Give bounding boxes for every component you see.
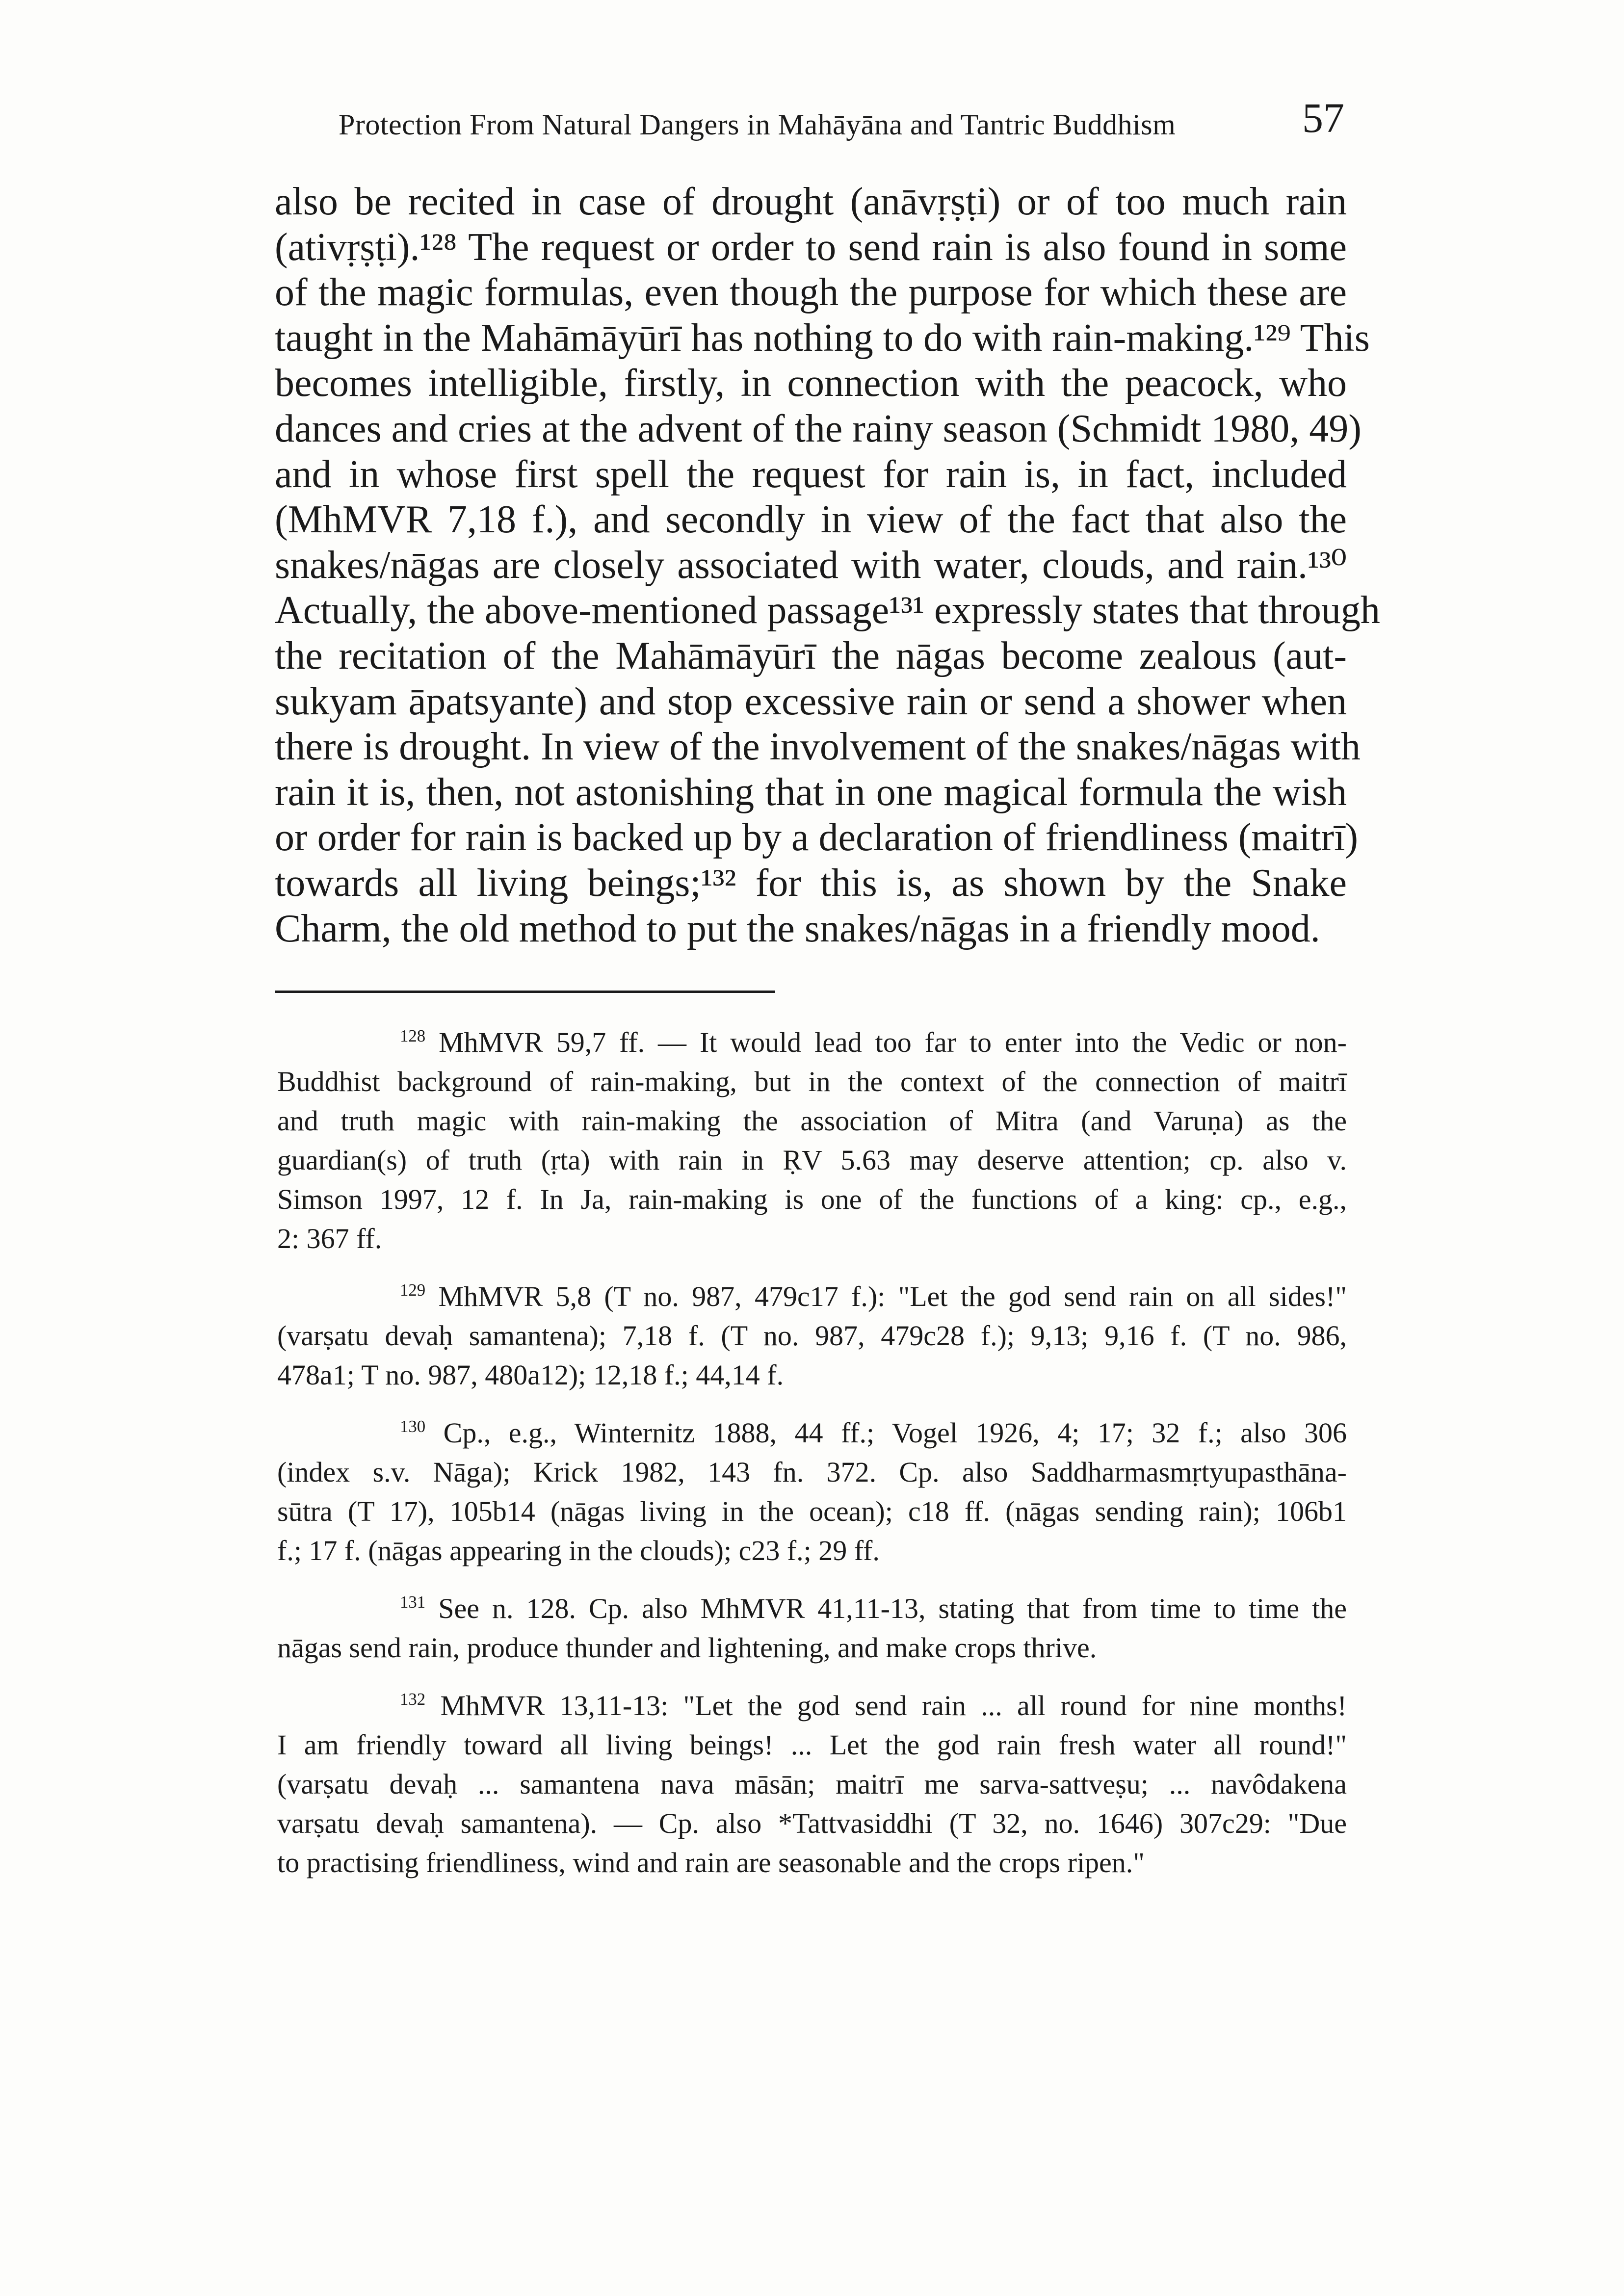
footnote-number: 132 — [400, 1690, 426, 1709]
footnote-line: varṣatu devaḥ samantena). — Cp. also *Tattvasiddhi (T 32, no. 1646) 307c29: "Due — [277, 1807, 1347, 1839]
footnote-line: (varṣatu devaḥ samantena); 7,18 f. (T no. 987, 479c28 f.); 9,13; 9,16 f. (T no. 986, — [277, 1320, 1347, 1352]
footnote-line: 478a1; T no. 987, 480a12); 12,18 f.; 44,14 f. — [277, 1359, 784, 1391]
page-header — [339, 93, 1344, 147]
footnote-line: 2: 367 ff. — [277, 1223, 382, 1254]
text-line: sukyam āpatsyante) and stop excessive rain or send a shower when — [275, 679, 1347, 723]
footnote-line: guardian(s) of truth (ṛta) with rain in ṚV 5.63 may deserve attention; cp. also v. — [277, 1144, 1347, 1176]
footnote-line: nāgas send rain, produce thunder and lightening, and make crops thrive. — [277, 1632, 1097, 1664]
footnote-number: 129 — [400, 1280, 426, 1300]
footnote-number: 128 — [400, 1026, 426, 1046]
text-line: dances and cries at the advent of the rainy season (Schmidt 1980, 49) — [275, 407, 1362, 450]
footnote-line — [277, 1589, 1347, 1628]
text-line: (MhMVR 7,18 f.), and secondly in view of the fact that also the — [275, 498, 1347, 542]
text-line: there is drought. In view of the involvement of the snakes/nāgas with — [275, 725, 1361, 769]
text-line: the recitation of the Mahāmāyūrī the nāgas become zealous (aut- — [275, 634, 1347, 678]
footnote-line: (index s.v. Nāga); Krick 1982, 143 fn. 372. Cp. also Saddharmasmṛtyupasthāna- — [277, 1456, 1347, 1488]
footnote-text: MhMVR 13,11-13: "Let the god send rain ... all round for nine months! — [440, 1690, 1347, 1722]
footnote-128 — [277, 1023, 1347, 1258]
footnote-separator — [275, 991, 775, 993]
page-number: 57 — [1302, 94, 1344, 141]
footnote-number: 130 — [400, 1417, 426, 1436]
footnote-number: 131 — [400, 1592, 426, 1612]
footnote-text: Cp., e.g., Winternitz 1888, 44 ff.; Vogel 1926, 4; 17; 32 f.; also 306 — [443, 1417, 1347, 1449]
text-line: taught in the Mahāmāyūrī has nothing to do with rain-making.¹²⁹ This — [275, 316, 1370, 360]
footnote-text: MhMVR 5,8 (T no. 987, 479c17 f.): "Let the god send rain on all sides!" — [438, 1280, 1347, 1312]
footnote-text: See n. 128. Cp. also MhMVR 41,11-13, stating that from time to time the — [438, 1592, 1347, 1624]
text-line: or order for rain is backed up by a declaration of friendliness (maitrī) — [275, 816, 1359, 860]
footnote-130 — [277, 1413, 1347, 1570]
text-line: (ativṛṣṭi).¹²⁸ The request or order to send rain is also found in some — [275, 225, 1347, 269]
text-line: towards all living beings;¹³² for this is, as shown by the Snake — [275, 861, 1347, 905]
footnote-line: sūtra (T 17), 105b14 (nāgas living in the ocean); c18 ff. (nāgas sending rain); 106b1 — [277, 1495, 1347, 1527]
footnote-129 — [277, 1277, 1347, 1395]
footnote-line: Buddhist background of rain-making, but in the context of the connection of maitrī — [277, 1066, 1347, 1097]
footnote-line — [277, 1686, 1347, 1725]
footnote-line: and truth magic with rain-making the association of Mitra (and Varuṇa) as the — [277, 1105, 1347, 1137]
footnote-text: MhMVR 59,7 ff. — It would lead too far to enter into the Vedic or non- — [439, 1026, 1347, 1058]
text-line: also be recited in case of drought (anāvṛṣṭi) or of too much rain — [275, 180, 1347, 223]
footnote-132 — [277, 1686, 1347, 1882]
footnote-line: (varṣatu devaḥ ... samantena nava māsān; maitrī me sarva-sattveṣu; ... navôdakena — [277, 1768, 1347, 1800]
text-line: rain it is, then, not astonishing that in one magical formula the wish — [275, 770, 1347, 814]
footnote-line: f.; 17 f. (nāgas appearing in the clouds); c23 f.; 29 ff. — [277, 1535, 880, 1566]
footnote-line — [277, 1277, 1347, 1316]
text-line: snakes/nāgas are closely associated with water, clouds, and rain.¹³⁰ — [275, 543, 1347, 587]
text-line: of the magic formulas, even though the purpose for which these are — [275, 271, 1347, 314]
text-line: Charm, the old method to put the snakes/nāgas in a friendly mood. — [275, 907, 1320, 950]
text-line: becomes intelligible, firstly, in connection with the peacock, who — [275, 362, 1347, 405]
footnote-line: to practising friendliness, wind and rain are seasonable and the crops ripen." — [277, 1847, 1145, 1879]
footnote-line — [277, 1413, 1347, 1453]
footnote-line: Simson 1997, 12 f. In Ja, rain-making is one of the functions of a king: cp., e.g., — [277, 1183, 1347, 1215]
text-line: and in whose first spell the request for rain is, in fact, included — [275, 452, 1347, 496]
text-line: Actually, the above-mentioned passage¹³¹ expressly states that through — [275, 589, 1380, 632]
footnotes — [277, 1023, 1347, 1901]
footnote-131 — [277, 1589, 1347, 1668]
footnote-line — [277, 1023, 1347, 1062]
main-text — [275, 179, 1380, 951]
footnote-line: I am friendly toward all living beings! ... Let the god rain fresh water all round!" — [277, 1729, 1347, 1761]
running-head: Protection From Natural Dangers in Mahāyāna and Tantric Buddhism — [339, 108, 1176, 141]
